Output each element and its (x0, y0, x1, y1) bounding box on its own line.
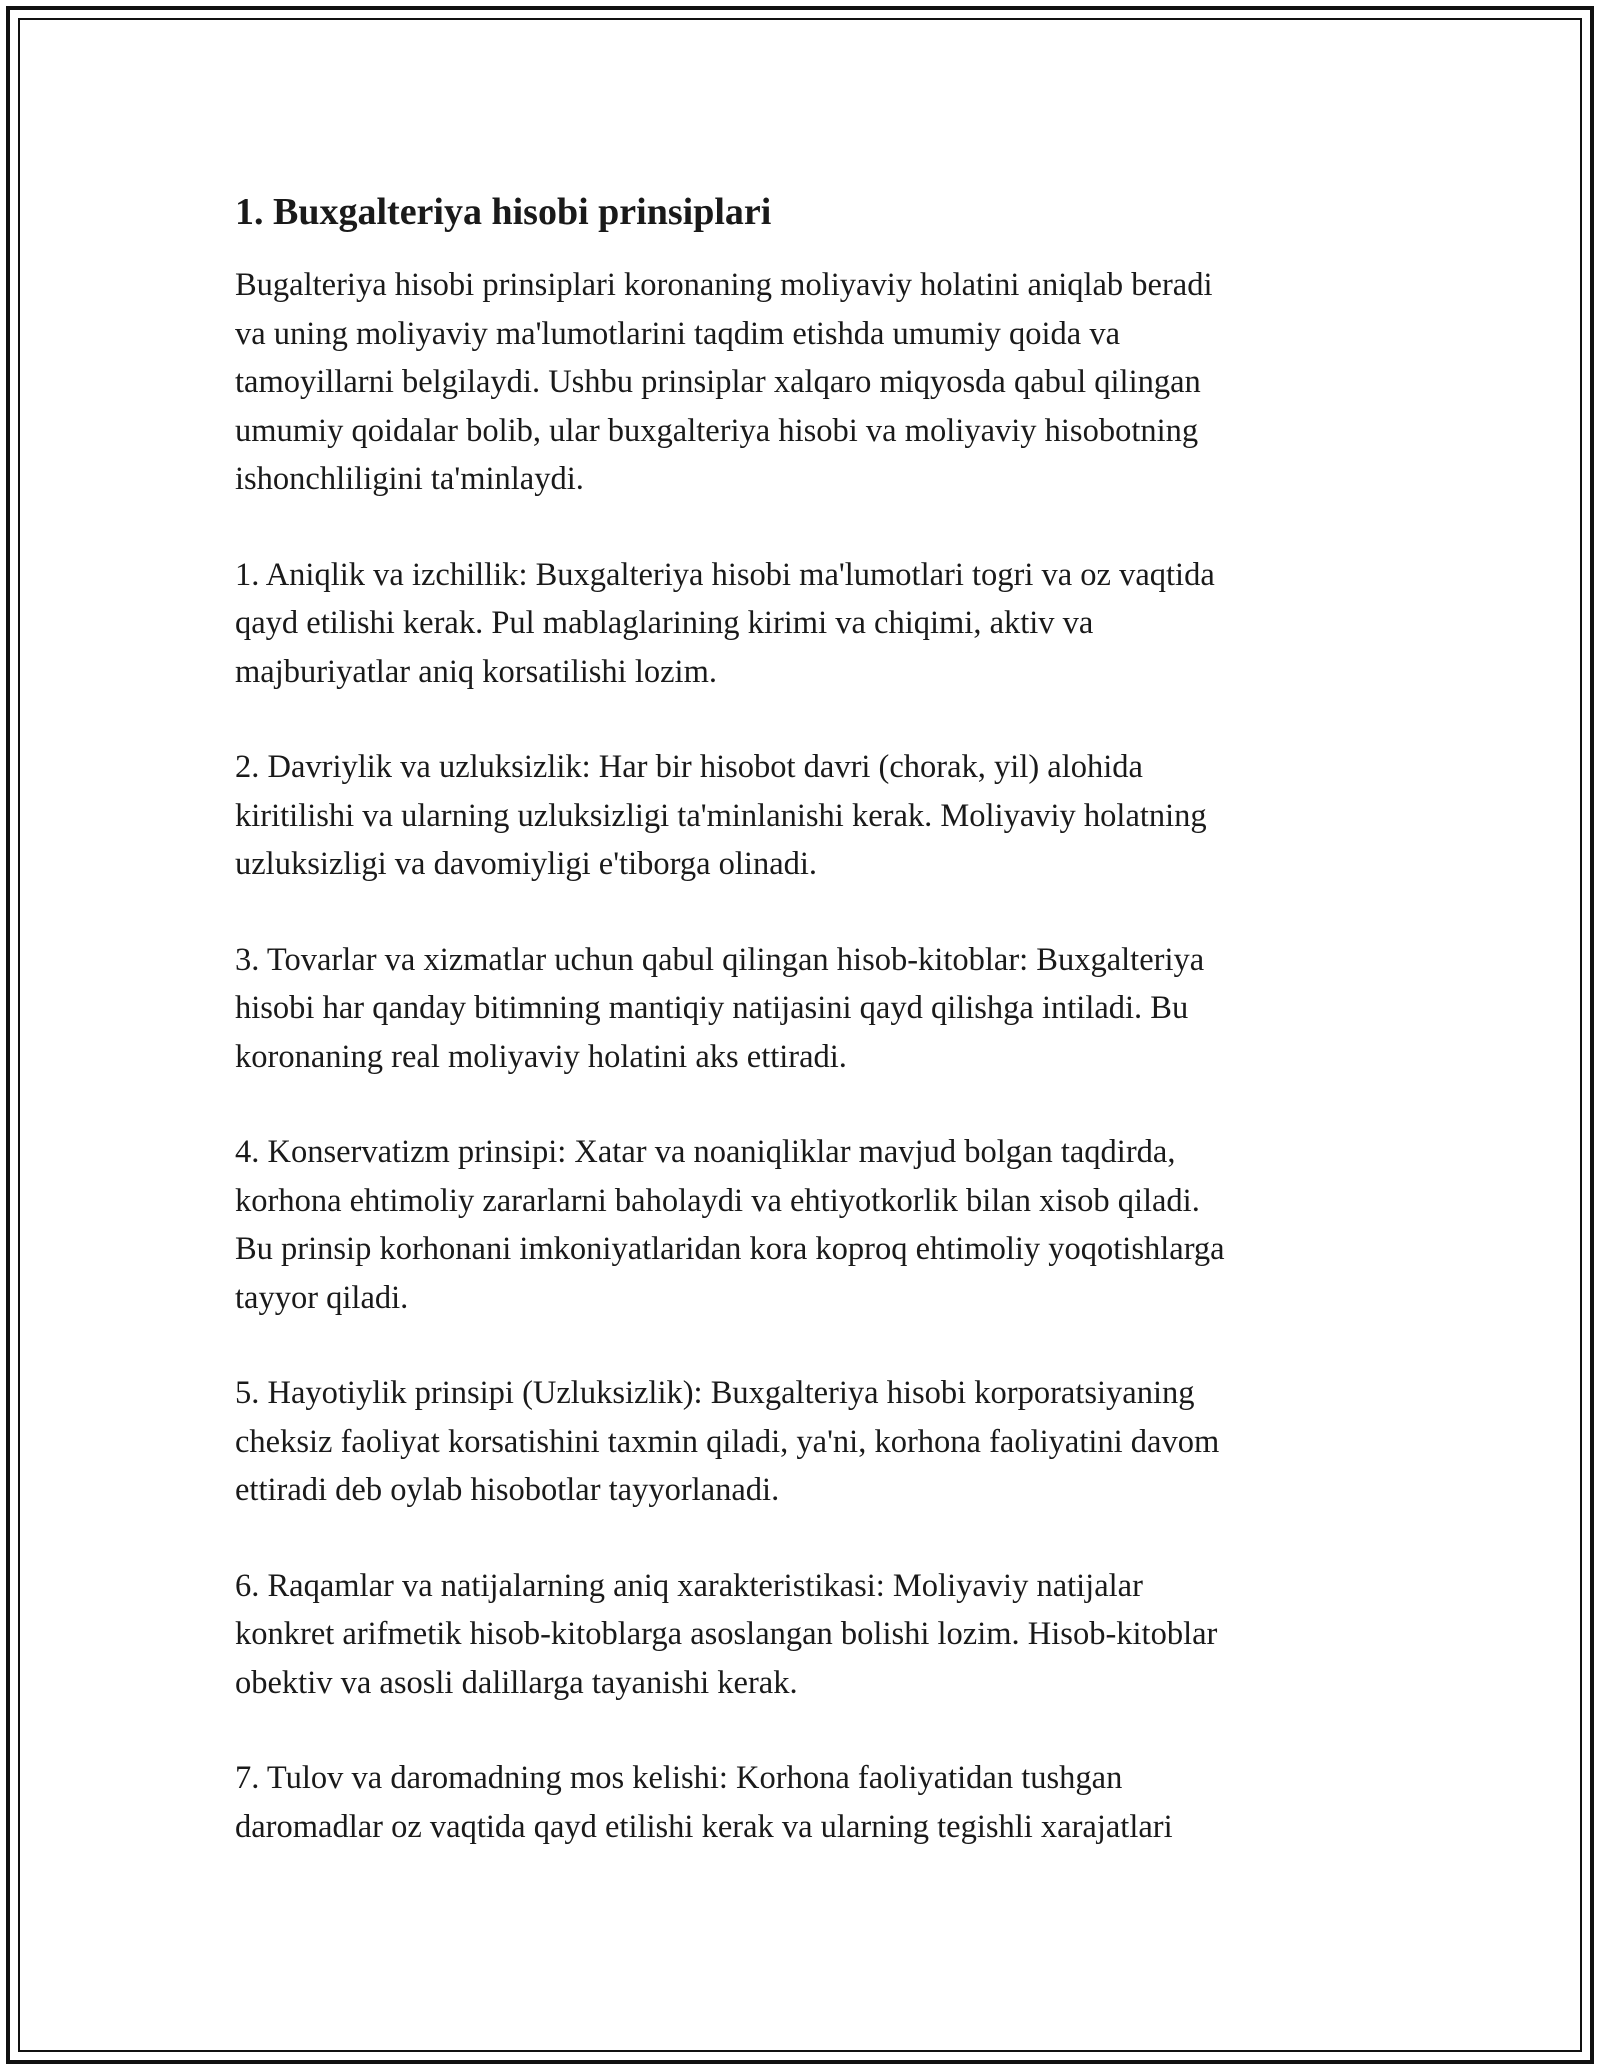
principle-4-paragraph (235, 1128, 1375, 1322)
text-line: Bugalteriya hisobi prinsiplari koronaning moliyaviy holatini aniqlab beradi (235, 267, 1213, 303)
text-line: ettiradi deb oylab hisobotlar tayyorlanadi. (235, 1472, 780, 1508)
principle-3-paragraph (235, 936, 1375, 1082)
text-line: kiritilishi va ularning uzluksizligi ta'minlanishi kerak. Moliyaviy holatning (235, 797, 1207, 834)
text-line: majburiyatlar aniq korsatilishi lozim. (235, 653, 717, 690)
text-line: korhona ehtimoliy zararlarni baholaydi va ehtiyotkorlik bilan xisob qiladi. (235, 1182, 1200, 1219)
text-line: qayd etilishi kerak. Pul mablaglarining kirimi va chiqimi, aktiv va (235, 605, 1094, 641)
text-line: cheksiz faoliyat korsatishini taxmin qiladi, ya'ni, korhona faoliyatini davom (235, 1423, 1220, 1460)
section-heading: 1. Buxgalteriya hisobi prinsiplari (235, 191, 772, 233)
text-line: 4. Konservatizm prinsipi: Xatar va noaniqliklar mavjud bolgan taqdirda, (235, 1134, 1176, 1170)
text-line: daromadlar oz vaqtida qayd etilishi kerak va ularning tegishli xarajatlari (235, 1808, 1173, 1845)
text-line: va uning moliyaviy ma'lumotlarini taqdim etishda umumiy qoida va (235, 315, 1121, 352)
document-body (235, 188, 1375, 1898)
text-line: konkret arifmetik hisob-kitoblarga asoslangan bolishi lozim. Hisob-kitoblar (235, 1616, 1218, 1652)
text-line: uzluksizligi va davomiyligi e'tiborga olinadi. (235, 846, 818, 882)
principle-5-paragraph (235, 1369, 1375, 1515)
principle-1-paragraph (235, 551, 1375, 697)
text-line: tayyor qiladi. (235, 1279, 409, 1316)
text-line: tamoyillarni belgilaydi. Ushbu prinsiplar xalqaro miqyosda qabul qilingan (235, 364, 1201, 400)
text-line: umumiy qoidalar bolib, ular buxgalteriya hisobi va moliyaviy hisobotning (235, 412, 1199, 449)
text-line: 2. Davriylik va uzluksizlik: Har bir hisobot davri (chorak, yil) alohida (235, 749, 1143, 785)
principle-6-paragraph (235, 1562, 1375, 1708)
text-line: 7. Tulov va daromadning mos kelishi: Korhona faoliyatidan tushgan (235, 1760, 1123, 1796)
principle-2-paragraph (235, 743, 1375, 889)
text-line: hisobi har qanday bitimning mantiqiy natijasini qayd qilishga intiladi. Bu (235, 990, 1189, 1026)
text-line: obektiv va asosli dalillarga tayanishi kerak. (235, 1664, 798, 1701)
intro-paragraph (235, 261, 1375, 504)
text-line: koronaning real moliyaviy holatini aks ettiradi. (235, 1038, 847, 1075)
text-line: 5. Hayotiylik prinsipi (Uzluksizlik): Buxgalteriya hisobi korporatsiyaning (235, 1375, 1195, 1411)
text-line: 3. Tovarlar va xizmatlar uchun qabul qilingan hisob-kitoblar: Buxgalteriya (235, 941, 1205, 978)
text-line: Bu prinsip korhonani imkoniyatlaridan kora koproq ehtimoliy yoqotishlarga (235, 1231, 1225, 1267)
text-line: ishonchliligini ta'minlaydi. (235, 461, 584, 497)
principle-7-paragraph (235, 1754, 1375, 1851)
text-line: 1. Aniqlik va izchillik: Buxgalteriya hisobi ma'lumotlari togri va oz vaqtida (235, 556, 1215, 593)
text-line: 6. Raqamlar va natijalarning aniq xarakteristikasi: Moliyaviy natijalar (235, 1567, 1143, 1604)
